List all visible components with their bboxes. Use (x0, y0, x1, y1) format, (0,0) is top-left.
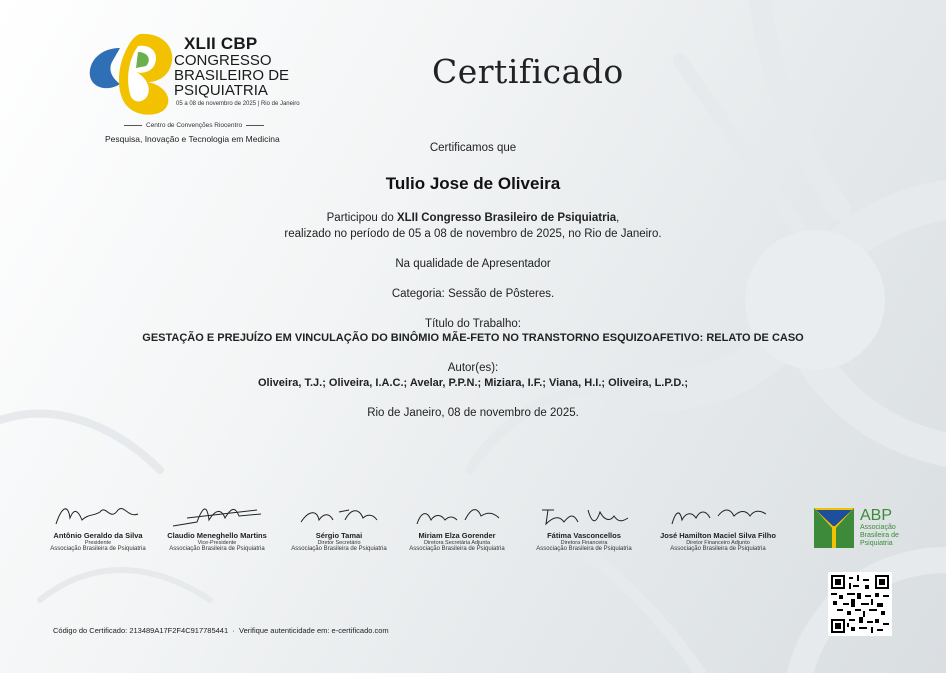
participation-suffix: , (616, 212, 620, 224)
signature-image (407, 500, 507, 530)
signature-image (289, 500, 389, 530)
signature-block (397, 500, 517, 552)
authors-label: Autor(es): (447, 362, 499, 374)
participation-prefix: Participou do (326, 212, 397, 224)
event-name: XLII Congresso Brasileiro de Psiquiatria (396, 212, 617, 224)
code-label: Código do Certificado: (53, 626, 128, 635)
verify-text[interactable]: Verifique autenticidade em: e-certificado.com (239, 626, 389, 635)
logo-tagline: Pesquisa, Inovação e Tecnologia em Medicina (105, 134, 280, 144)
abp-logo-icon (814, 508, 854, 548)
signer-role: Vice-Presidente (197, 540, 237, 546)
recipient-name: Tulio Jose de Oliveira (385, 174, 561, 193)
signer-role: Presidente (84, 540, 112, 546)
logo-dates: 05 a 08 de novembro de 2025 | Rio de Janeiro (176, 101, 300, 107)
logo-line-3: PSIQUIATRIA (174, 82, 268, 99)
certificate-footer (53, 626, 389, 635)
congress-logo-icon (82, 26, 182, 116)
authors-list: Oliveira, T.J.; Oliveira, I.A.C.; Avelar, P.P.N.; Miziara, I.F.; Viana, H.I.; Oliveira, L.P.D.; (258, 377, 688, 389)
signer-name: Claudio Meneghello Martins (167, 531, 267, 540)
logo-title: XLII CBP (184, 34, 258, 53)
certificate-title: Certificado (432, 52, 624, 91)
abp-line-3: Psiquiatria (860, 540, 893, 547)
logo-line-1: CONGRESSO (174, 52, 272, 69)
signer-name: Antônio Geraldo da Silva (53, 531, 143, 540)
participation-line (0, 212, 946, 224)
signer-org: Associação Brasileira de Psiquiatria (409, 546, 505, 552)
qr-code-pattern (831, 575, 889, 633)
footer-separator: · (232, 626, 235, 635)
signer-role: Diretora Financeira (560, 540, 608, 546)
abp-line-2: Brasileira de (860, 532, 899, 539)
signature-image (534, 500, 634, 530)
signer-org: Associação Brasileira de Psiquiatria (50, 546, 146, 552)
signer-name: Miriam Elza Gorender (418, 531, 496, 540)
signer-org: Associação Brasileira de Psiquiatria (291, 546, 387, 552)
signer-name: Fátima Vasconcellos (547, 531, 621, 540)
role-line: Na qualidade de Apresentador (395, 258, 551, 270)
signer-role: Diretora Secretária Adjunta (423, 540, 491, 546)
qr-code-icon (828, 572, 892, 636)
abp-line-1: Associação (860, 524, 896, 531)
signer-role: Diretor Financeiro Adjunto (686, 540, 750, 546)
signature-block (658, 500, 778, 552)
signer-org: Associação Brasileira de Psiquiatria (536, 546, 632, 552)
category-line: Categoria: Sessão de Pôsteres. (391, 288, 555, 300)
work-title: GESTAÇÃO E PREJUÍZO EM VINCULAÇÃO DO BINÔMIO MÃE-FETO NO TRANSTORNO ESQUIZOAFETIVO: RELATO DE CASO (142, 332, 804, 344)
period-line: realizado no período de 05 a 08 de novembro de 2025, no Rio de Janeiro. (284, 228, 662, 240)
signature-block (524, 500, 644, 552)
signature-block (279, 500, 399, 552)
signature-image (48, 500, 148, 530)
intro-text: Certificamos que (429, 142, 517, 154)
signature-image (167, 500, 267, 530)
logo-venue-text: Centro de Convenções Riocentro (146, 122, 243, 129)
signer-org: Associação Brasileira de Psiquiatria (670, 546, 766, 552)
signature-image (668, 500, 768, 530)
logo-venue (120, 122, 268, 129)
work-label: Título do Trabalho: (425, 318, 521, 330)
signer-name: Sérgio Tamai (315, 531, 363, 540)
signature-block (157, 500, 277, 552)
logo-line-2: BRASILEIRO DE (174, 67, 290, 84)
signer-role: Diretor Secretário (317, 540, 361, 546)
abp-acronym: ABP (860, 507, 893, 524)
signature-block (38, 500, 158, 552)
signer-org: Associação Brasileira de Psiquiatria (169, 546, 265, 552)
signer-name: José Hamilton Maciel Silva Filho (660, 531, 776, 540)
certificate-code: 213489A17F2F4C917785441 (129, 626, 229, 635)
place-date: Rio de Janeiro, 08 de novembro de 2025. (367, 407, 579, 419)
